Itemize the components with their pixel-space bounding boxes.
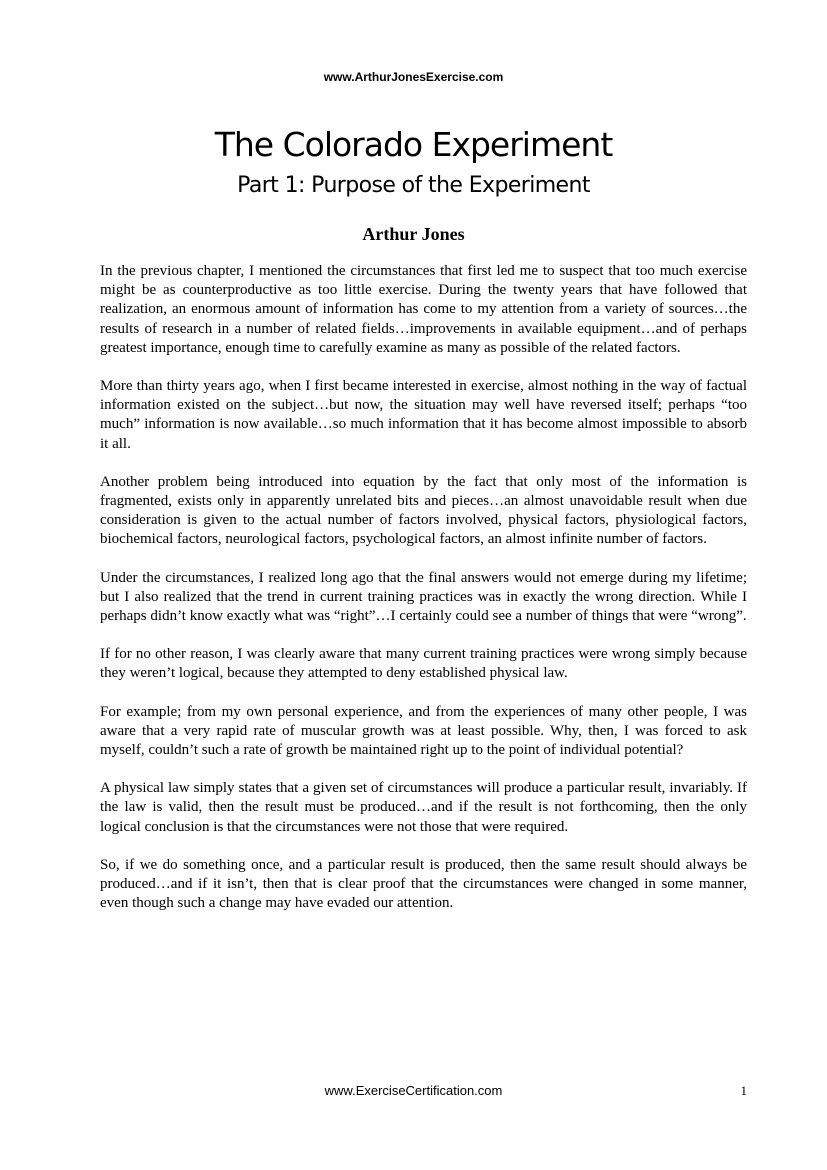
paragraph: So, if we do something once, and a particular result is produced, then the same result should always be produced…and if it isn’t, then that is clear proof that the circumstances were changed in some manner, even though such a change may have evaded our attention. xyxy=(100,856,747,912)
paragraph: For example; from my own personal experience, and from the experiences of many other people, I was aware that a very rapid rate of muscular growth was at least possible. Why, then, I was forced to ask myself, couldn’t such a rate of growth be maintained right up to the point of individual potential? xyxy=(100,703,747,759)
author-name: Arthur Jones xyxy=(362,224,465,244)
paragraph: More than thirty years ago, when I first became interested in exercise, almost nothing in the way of factual information existed on the subject…but now, the situation may well have reversed itself; perhaps “too much” information is now available…so much information that it has become almost impossible to absorb it all. xyxy=(100,378,747,452)
paragraph: Under the circumstances, I realized long ago that the final answers would not emerge during my lifetime; but I also realized that the trend in current training practices was in exactly the wrong direction. While I perhaps didn’t know exactly what was “right”…I certainly could see a number of things that were “wrong”. xyxy=(100,569,747,625)
paragraph: In the previous chapter, I mentioned the circumstances that first led me to suspect that too much exercise might be as counterproductive as too little exercise. During the twenty years that have followed that realization, an enormous amount of information has come to my attention from a variety of sources…the results of research in a number of related fields…improvements in available equipment…and of perhaps greatest importance, enough time to carefully examine as many as possible of the related factors. xyxy=(100,263,747,356)
paragraph: If for no other reason, I was clearly aware that many current training practices were wrong simply because they weren’t logical, because they attempted to deny established physical law. xyxy=(100,646,747,682)
footer-url: www.ExerciseCertification.com xyxy=(324,1083,503,1098)
header-url: www.ArthurJonesExercise.com xyxy=(323,70,504,84)
paragraph: A physical law simply states that a given set of circumstances will produce a particular result, invariably. If the law is valid, then the result must be produced…and if the result is not forthcoming, then the only logical conclusion is that the circumstances were not those that were required. xyxy=(100,780,747,835)
article-body xyxy=(100,262,747,932)
document-title: The Colorado Experiment xyxy=(214,125,613,164)
document-subtitle: Part 1: Purpose of the Experiment xyxy=(237,173,590,198)
paragraph: Another problem being introduced into equation by the fact that only most of the information is fragmented, exists only in apparently unrelated bits and pieces…an almost unavoidable result when due consideration is given to the actual number of factors involved, physical factors, physiological factors, biochemical factors, neurological factors, psychological factors, an almost infinite number of factors. xyxy=(100,473,747,548)
page-number: 1 xyxy=(740,1083,747,1098)
